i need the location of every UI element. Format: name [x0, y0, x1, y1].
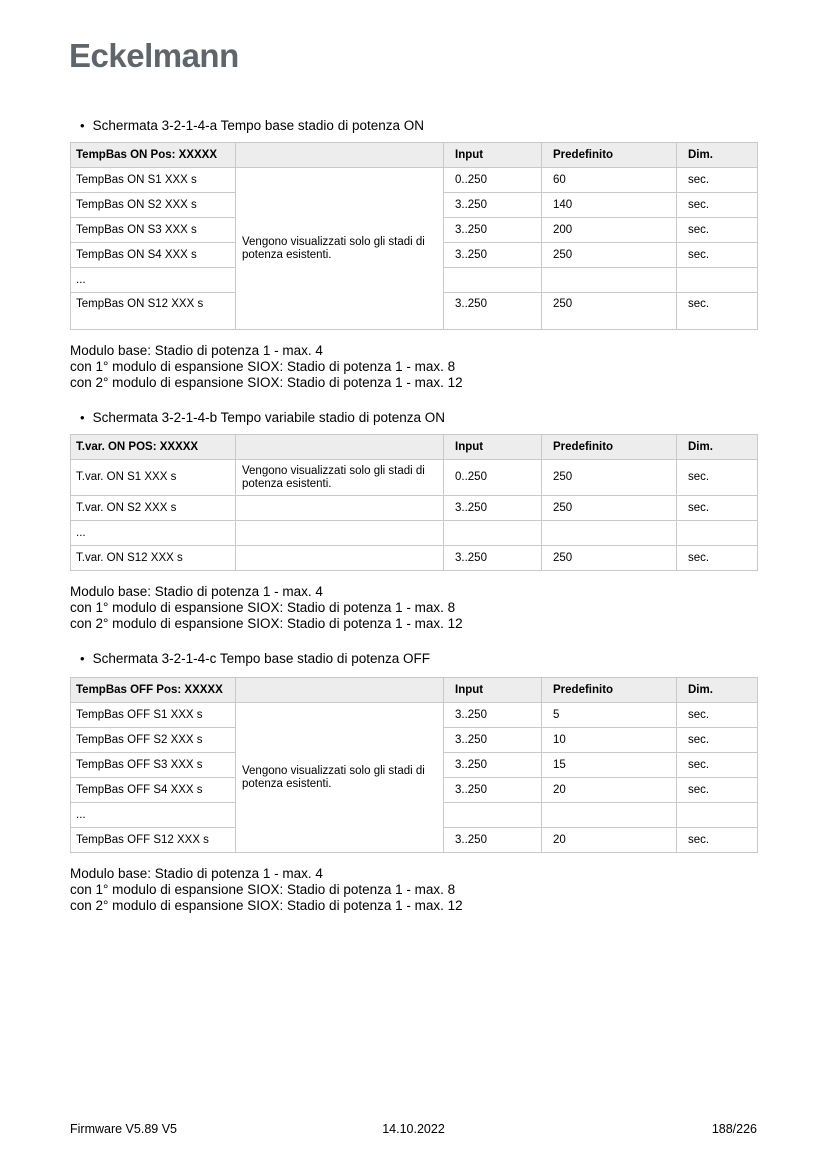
footer-date: 14.10.2022	[382, 1122, 445, 1136]
module-notes	[70, 343, 757, 391]
dimension-cell: sec.	[677, 753, 758, 778]
header-dim-cell: Dim.	[677, 143, 758, 168]
header-param-cell: T.var. ON POS: XXXXX	[71, 435, 236, 460]
header-note-cell	[236, 143, 444, 168]
param-name-cell: TempBas OFF S2 XXX s	[71, 728, 236, 753]
default-value-cell: 250	[542, 293, 677, 330]
table-header-row	[71, 435, 758, 460]
input-range-cell	[444, 521, 542, 546]
dimension-cell: sec.	[677, 828, 758, 853]
default-value-cell: 5	[542, 703, 677, 728]
param-name-cell: TempBas ON S4 XXX s	[71, 243, 236, 268]
input-range-cell: 3..250	[444, 828, 542, 853]
header-dim-cell: Dim.	[677, 678, 758, 703]
table-row	[71, 460, 758, 496]
param-name-cell: T.var. ON S1 XXX s	[71, 460, 236, 496]
input-range-cell: 0..250	[444, 168, 542, 193]
dimension-cell: sec.	[677, 496, 758, 521]
default-value-cell: 20	[542, 778, 677, 803]
default-value-cell: 20	[542, 828, 677, 853]
input-range-cell: 0..250	[444, 460, 542, 496]
dimension-cell: sec.	[677, 293, 758, 330]
param-name-cell: ...	[71, 268, 236, 293]
input-range-cell	[444, 803, 542, 828]
param-name-cell: TempBas ON S3 XXX s	[71, 218, 236, 243]
module-notes	[70, 584, 757, 632]
default-value-cell: 10	[542, 728, 677, 753]
section	[70, 652, 757, 914]
input-range-cell: 3..250	[444, 293, 542, 330]
note-text: Vengono visualizzati solo gli stadi di potenza esistenti.	[242, 464, 425, 490]
input-range-cell: 3..250	[444, 778, 542, 803]
footer-firmware-version: Firmware V5.89 V5	[70, 1122, 177, 1136]
module-note-line: con 2° modulo di espansione SIOX: Stadio di potenza 1 - max. 12	[70, 375, 463, 390]
param-name-cell: T.var. ON S12 XXX s	[71, 546, 236, 571]
section-heading-text: Schermata 3-2-1-4-c Tempo base stadio di potenza OFF	[92, 651, 430, 666]
header-input-cell: Input	[444, 435, 542, 460]
dimension-cell: sec.	[677, 218, 758, 243]
section-heading-text: Schermata 3-2-1-4-b Tempo variabile stadio di potenza ON	[92, 410, 445, 425]
module-note-line: con 1° modulo di espansione SIOX: Stadio di potenza 1 - max. 8	[70, 600, 456, 615]
note-cell	[236, 703, 444, 853]
module-note-line: con 1° modulo di espansione SIOX: Stadio di potenza 1 - max. 8	[70, 882, 456, 897]
input-range-cell: 3..250	[444, 496, 542, 521]
table-row	[71, 703, 758, 728]
dimension-cell	[677, 521, 758, 546]
default-value-cell: 60	[542, 168, 677, 193]
default-value-cell: 250	[542, 546, 677, 571]
default-value-cell: 250	[542, 243, 677, 268]
input-range-cell	[444, 268, 542, 293]
section	[70, 119, 757, 391]
bullet-icon: •	[80, 410, 85, 425]
dimension-cell	[677, 268, 758, 293]
header-dim-cell: Dim.	[677, 435, 758, 460]
param-name-cell: ...	[71, 521, 236, 546]
param-name-cell: TempBas OFF S1 XXX s	[71, 703, 236, 728]
header-default-cell: Predefinito	[542, 678, 677, 703]
default-value-cell	[542, 521, 677, 546]
page-footer	[70, 1122, 757, 1138]
note-cell	[236, 496, 444, 521]
default-value-cell	[542, 803, 677, 828]
module-note-line: con 1° modulo di espansione SIOX: Stadio di potenza 1 - max. 8	[70, 359, 456, 374]
parameter-table	[70, 677, 758, 853]
default-value-cell	[542, 268, 677, 293]
param-name-cell: TempBas ON S1 XXX s	[71, 168, 236, 193]
section-heading	[70, 652, 757, 666]
param-name-cell: T.var. ON S2 XXX s	[71, 496, 236, 521]
input-range-cell: 3..250	[444, 728, 542, 753]
dimension-cell: sec.	[677, 168, 758, 193]
note-text: Vengono visualizzati solo gli stadi di potenza esistenti.	[242, 764, 425, 790]
dimension-cell: sec.	[677, 193, 758, 218]
dimension-cell: sec.	[677, 728, 758, 753]
header-default-cell: Predefinito	[542, 435, 677, 460]
note-cell	[236, 546, 444, 571]
table-header-row	[71, 143, 758, 168]
note-cell	[236, 460, 444, 496]
header-input-cell: Input	[444, 678, 542, 703]
table-header-row	[71, 678, 758, 703]
dimension-cell: sec.	[677, 460, 758, 496]
header-param-cell: TempBas ON Pos: XXXXX	[71, 143, 236, 168]
dimension-cell	[677, 803, 758, 828]
module-note-line: Modulo base: Stadio di potenza 1 - max. 4	[70, 343, 323, 358]
table-row	[71, 168, 758, 193]
param-name-cell: TempBas OFF S3 XXX s	[71, 753, 236, 778]
table-row	[71, 546, 758, 571]
footer-page-number: 188/226	[711, 1122, 757, 1136]
module-note-line: con 2° modulo di espansione SIOX: Stadio di potenza 1 - max. 12	[70, 898, 463, 913]
table-row	[71, 496, 758, 521]
module-note-line: con 2° modulo di espansione SIOX: Stadio di potenza 1 - max. 12	[70, 616, 463, 631]
page-content	[70, 0, 757, 914]
header-note-cell	[236, 678, 444, 703]
header-input-cell: Input	[444, 143, 542, 168]
table-row	[71, 521, 758, 546]
header-default-cell: Predefinito	[542, 143, 677, 168]
dimension-cell: sec.	[677, 243, 758, 268]
section-heading	[70, 411, 757, 425]
default-value-cell: 140	[542, 193, 677, 218]
section	[70, 411, 757, 632]
param-name-cell: TempBas ON S12 XXX s	[71, 293, 236, 330]
default-value-cell: 250	[542, 460, 677, 496]
default-value-cell: 250	[542, 496, 677, 521]
section-heading-text: Schermata 3-2-1-4-a Tempo base stadio di potenza ON	[92, 118, 424, 133]
default-value-cell: 15	[542, 753, 677, 778]
bullet-icon: •	[80, 651, 85, 666]
param-name-cell: TempBas OFF S12 XXX s	[71, 828, 236, 853]
input-range-cell: 3..250	[444, 703, 542, 728]
note-cell	[236, 521, 444, 546]
input-range-cell: 3..250	[444, 243, 542, 268]
dimension-cell: sec.	[677, 546, 758, 571]
param-name-cell: ...	[71, 803, 236, 828]
module-notes	[70, 866, 757, 914]
input-range-cell: 3..250	[444, 218, 542, 243]
input-range-cell: 3..250	[444, 193, 542, 218]
dimension-cell: sec.	[677, 778, 758, 803]
eckelmann-logo: Eckelmann	[69, 37, 239, 74]
note-cell	[236, 168, 444, 330]
input-range-cell: 3..250	[444, 546, 542, 571]
input-range-cell: 3..250	[444, 753, 542, 778]
bullet-icon: •	[80, 118, 85, 133]
parameter-table	[70, 142, 758, 330]
note-text: Vengono visualizzati solo gli stadi di potenza esistenti.	[242, 235, 425, 261]
header-param-cell: TempBas OFF Pos: XXXXX	[71, 678, 236, 703]
header-note-cell	[236, 435, 444, 460]
param-name-cell: TempBas ON S2 XXX s	[71, 193, 236, 218]
module-note-line: Modulo base: Stadio di potenza 1 - max. 4	[70, 866, 323, 881]
default-value-cell: 200	[542, 218, 677, 243]
dimension-cell: sec.	[677, 703, 758, 728]
param-name-cell: TempBas OFF S4 XXX s	[71, 778, 236, 803]
module-note-line: Modulo base: Stadio di potenza 1 - max. 4	[70, 584, 323, 599]
parameter-table	[70, 434, 758, 571]
section-heading	[70, 119, 757, 133]
